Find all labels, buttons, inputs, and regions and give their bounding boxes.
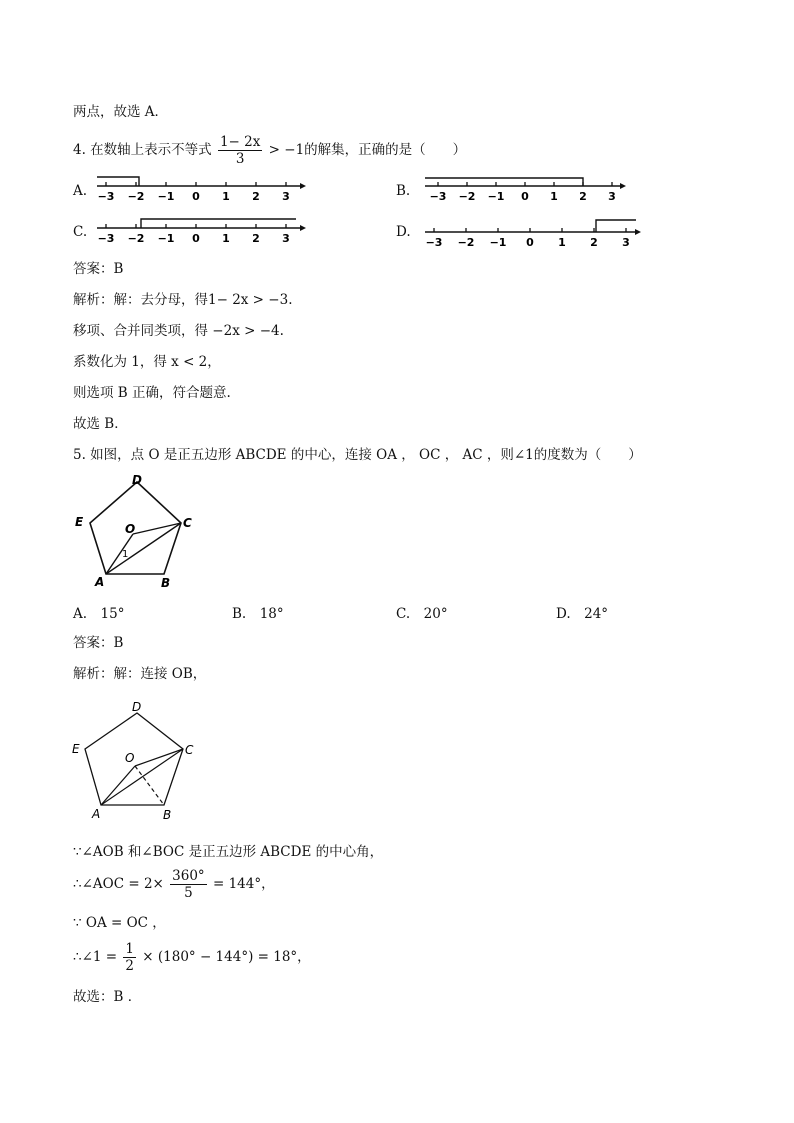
pentagon-figure-solution	[70, 696, 200, 824]
axis-tick-label: 3	[608, 190, 616, 203]
axis-tick-label: −1	[157, 190, 175, 203]
q4-solution-line-1: 解析：解：去分母，得1− 2x > −3.	[73, 292, 293, 308]
label-o: O	[125, 522, 136, 536]
axis-tick-label: 1	[222, 232, 230, 245]
label-angle-1: 1	[122, 549, 129, 560]
axis-tick-label: −3	[97, 232, 115, 245]
number-line-option-b	[420, 172, 635, 208]
axis-tick-label: 1	[558, 236, 566, 249]
q4-option-c-label: C.	[73, 224, 88, 240]
axis-tick-label: 2	[252, 232, 260, 245]
pentagon-figure-question	[70, 470, 200, 595]
q4-suffix: > −1的解集，正确的是（ ）	[268, 142, 467, 158]
label-e: E	[75, 515, 84, 529]
q5-therefore-2-prefix: ∴∠1 =	[73, 949, 118, 965]
axis-tick-label: 3	[282, 190, 290, 203]
label-d-2: D	[132, 700, 142, 714]
label-o-2: O	[125, 751, 135, 765]
axis-tick-label: −1	[489, 236, 507, 249]
label-b: B	[161, 576, 171, 590]
q4-option-d-label: D.	[396, 224, 411, 240]
q4-fraction-denominator: 3	[235, 151, 245, 167]
label-a: A	[95, 575, 105, 589]
q5-therefore-2-numerator: 1	[125, 941, 134, 957]
q5-therefore-1-fraction	[170, 868, 207, 901]
q4-solution-line-3: 系数化为 1，得 x < 2，	[73, 354, 221, 370]
question-4-stem	[73, 134, 466, 167]
number-line-option-c	[92, 212, 307, 248]
number-line-option-d	[420, 212, 645, 250]
axis-tick-label: −3	[97, 190, 115, 203]
number-line-option-a	[92, 172, 307, 208]
axis-tick-label: 1	[550, 190, 558, 203]
q4-solution-line-2: 移项、合并同类项，得 −2x > −4.	[73, 323, 284, 339]
label-d: D	[132, 473, 142, 487]
axis-tick-label: 2	[590, 236, 598, 249]
axis-tick-label: 3	[622, 236, 630, 249]
q5-option-a: A. 15°	[73, 606, 125, 622]
q4-fraction-numerator: 1− 2x	[219, 134, 261, 150]
axis-tick-label: −1	[157, 232, 175, 245]
q5-because-2: ∵ OA = OC ，	[73, 915, 166, 931]
axis-tick-label: −3	[429, 190, 447, 203]
axis-tick-label: −2	[458, 190, 476, 203]
q5-answer: 答案：B	[73, 635, 124, 651]
question-5-stem: 5. 如图，点 O 是正五边形 ABCDE 的中心，连接 OA ， OC ， AC ，则∠1的度数为（ ）	[73, 447, 642, 463]
axis-tick-label: 2	[252, 190, 260, 203]
axis-tick-label: 1	[222, 190, 230, 203]
q4-answer: 答案：B	[73, 261, 124, 277]
axis-tick-label: 0	[521, 190, 529, 203]
q4-solution-line-4: 则选项 B 正确，符合题意.	[73, 385, 231, 401]
q5-therefore-1-suffix: = 144°，	[212, 876, 275, 892]
label-e-2: E	[72, 742, 80, 756]
q5-therefore-1-denominator: 5	[184, 885, 193, 901]
axis-tick-label: 0	[192, 190, 200, 203]
q4-option-a-label: A.	[73, 183, 88, 199]
label-c-2: C	[185, 743, 194, 757]
q5-therefore-1-numerator: 360°	[172, 868, 205, 884]
axis-tick-label: 2	[579, 190, 587, 203]
label-c: C	[183, 516, 192, 530]
axis-tick-label: −2	[457, 236, 475, 249]
axis-tick-label: −2	[127, 190, 145, 203]
q5-therefore-2-denominator: 2	[125, 958, 134, 974]
q5-therefore-2	[73, 941, 311, 974]
q5-because-1: ∵∠AOB 和∠BOC 是正五边形 ABCDE 的中心角，	[73, 844, 384, 860]
label-b-2: B	[163, 808, 172, 822]
q5-option-c: C. 20°	[396, 606, 448, 622]
axis-tick-label: 0	[526, 236, 534, 249]
q5-therefore-1	[73, 868, 275, 901]
axis-tick-label: −1	[487, 190, 505, 203]
axis-tick-label: 3	[282, 232, 290, 245]
q4-fraction	[218, 134, 262, 167]
q5-option-d: D. 24°	[556, 606, 609, 622]
q5-solution-intro: 解析：解：连接 OB，	[73, 666, 207, 682]
axis-tick-label: 0	[192, 232, 200, 245]
q4-solution-line-5: 故选 B．	[73, 416, 128, 432]
q4-prefix: 4. 在数轴上表示不等式	[73, 142, 212, 158]
axis-tick-label: −2	[127, 232, 145, 245]
axis-tick-label: −3	[425, 236, 443, 249]
q5-option-b: B. 18°	[232, 606, 284, 622]
label-a-2: A	[92, 807, 101, 821]
q5-therefore-2-suffix: × (180° − 144°) = 18°，	[142, 949, 311, 965]
q5-final: 故选：B ．	[73, 989, 142, 1005]
text-line-top: 两点，故选 A．	[73, 104, 169, 120]
q5-therefore-1-prefix: ∴∠AOC = 2×	[73, 876, 164, 892]
q4-option-b-label: B.	[396, 183, 411, 199]
q5-therefore-2-fraction	[123, 941, 136, 974]
